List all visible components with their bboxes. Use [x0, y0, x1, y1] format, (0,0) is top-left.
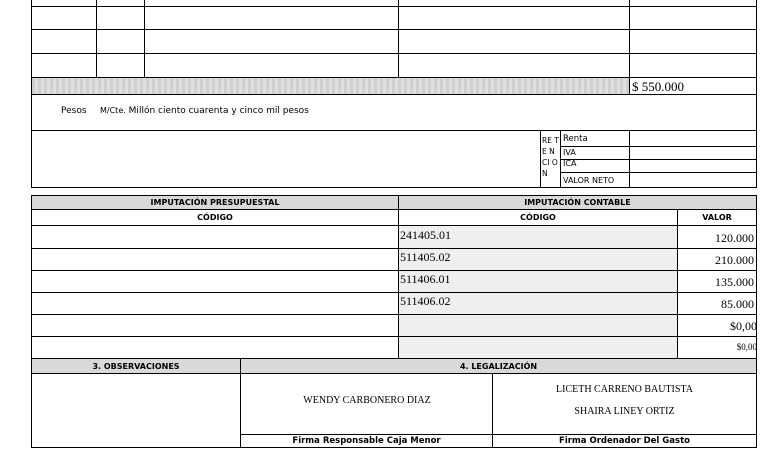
contable-value-1: 120.000: [715, 231, 754, 245]
total-amount: $ 550.000: [632, 79, 684, 94]
total-amount-cell: [629, 78, 757, 94]
contable-value-2: 210.000: [715, 253, 754, 267]
contable-value-5: $0,00: [730, 319, 757, 333]
retention-renta: Renta: [563, 134, 588, 144]
imputacion-contable-header: IMPUTACIÓN CONTABLE: [399, 196, 756, 209]
contable-value-6: $0,00: [736, 342, 757, 352]
contable-code-1: 241405.01: [400, 228, 451, 242]
legalizacion-header: 4. LEGALIZACIÓN: [241, 359, 756, 373]
responsable-signature-label: Firma Responsable Caja Menor: [292, 436, 441, 446]
observaciones-box: [31, 373, 241, 448]
ordenador-name-2: SHAIRA LINEY ORTIZ: [574, 406, 675, 417]
currency-prefix: M/Cte.: [100, 106, 126, 115]
amount-in-words-row: [61, 106, 87, 116]
contable-value-3: 135.000: [715, 275, 754, 289]
total-band: [32, 78, 629, 94]
ordenador-signature-label: Firma Ordenador Del Gasto: [559, 436, 690, 446]
valor-header: VALOR: [702, 213, 732, 222]
currency-label: Pesos: [61, 106, 87, 116]
retention-ica: ICA: [563, 159, 577, 168]
imputacion-presupuestal-header: IMPUTACIÓN PRESUPUESTAL: [32, 196, 398, 209]
ordenador-name-1: LICETH CARRENO BAUTISTA: [556, 384, 693, 395]
items-table: [31, 0, 757, 78]
amount-in-words: [100, 106, 309, 116]
retention-label: RE TE NCI ON: [542, 136, 559, 178]
contable-value-4: 85.000: [721, 297, 754, 311]
contable-code-2: 511405.02: [400, 250, 451, 264]
amount-text: Millón ciento cuarenta y cinco mil pesos: [128, 106, 309, 116]
responsable-name: WENDY CARBONERO DIAZ: [303, 395, 431, 406]
codigo-header-presupuestal: CÓDIGO: [197, 213, 233, 222]
contable-code-4: 511406.02: [400, 294, 451, 308]
retention-valor-neto: VALOR NETO: [563, 176, 615, 185]
contable-code-3: 511406.01: [400, 272, 451, 286]
observaciones-header: 3. OBSERVACIONES: [32, 359, 240, 373]
retention-iva: IVA: [563, 148, 576, 157]
codigo-header-contable: CÓDIGO: [520, 213, 556, 222]
